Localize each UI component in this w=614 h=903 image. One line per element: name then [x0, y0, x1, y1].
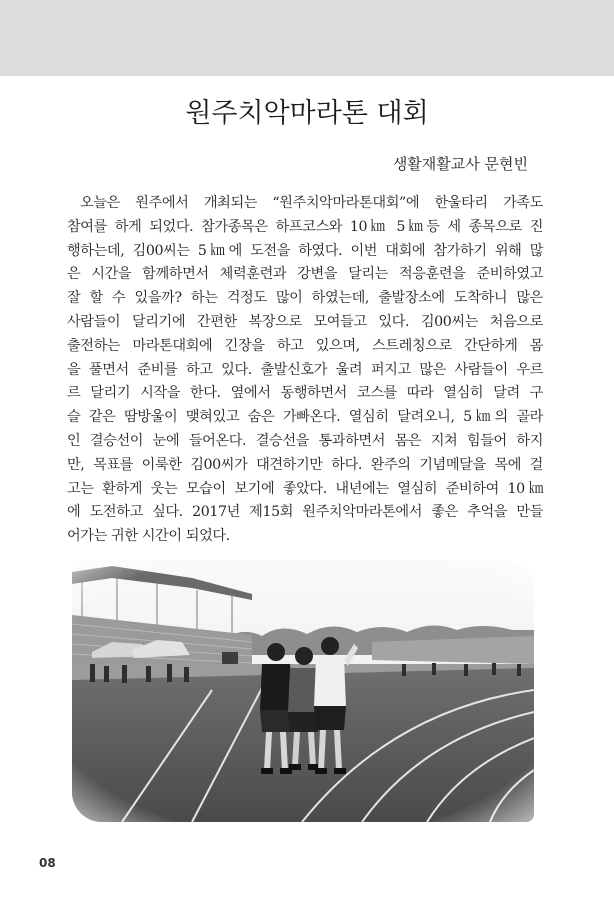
photo-vignette — [72, 560, 534, 822]
body-line: 인 결승선이 눈에 들어온다. 결승선을 통과하면서 몸은 지쳐 힘들어 하지 — [67, 432, 543, 449]
author-byline: 생활재활교사 문현빈 — [392, 155, 528, 173]
body-line: 사람들이 달리기에 간편한 복장으로 모여들고 있다. 김00씨는 처음으로 — [67, 313, 543, 330]
body-line: 은 시간을 함께하면서 체력훈련과 강변을 달리는 적응훈련을 준비하였고 — [67, 266, 543, 283]
body-line: 에 도전하고 싶다. 2017년 제15회 원주치악마라톤에서 좋은 추억을 만들 — [67, 504, 543, 521]
body-line: 출전하는 마라톤대회에 긴장을 하고 있으며, 스트레칭으로 간단하게 몸 — [67, 337, 543, 354]
article-title: 원주치악마라톤 대회 — [185, 98, 429, 129]
stadium-illustration — [72, 560, 534, 822]
body-line: 잘 할 수 있을까? 하는 걱정도 많이 하였는데, 출발장소에 도착하니 많은 — [67, 290, 543, 307]
body-line: 어가는 귀한 시간이 되었다. — [67, 528, 230, 545]
body-line: 오늘은 원주에서 개최되는 “원주치악마라톤대회”에 한울타리 가족도 — [80, 195, 543, 211]
body-line: 만, 목표를 이룩한 김00씨가 대견하기만 하다. 완주의 기념메달을 목에 걸 — [67, 456, 543, 473]
marathon-photo — [72, 560, 534, 822]
article-body — [67, 192, 543, 549]
body-line: 참여를 하게 되었다. 참가종목은 하프코스와 10㎞ 5㎞등 세 종목으로 진 — [67, 218, 543, 235]
body-line: 슬 같은 땀방울이 맺혀있고 숨은 가빠온다. 열심히 달려오니, 5㎞의 골라 — [67, 409, 543, 426]
body-line: 행하는데, 김00씨는 5㎞에 도전을 하였다. 이번 대회에 참가하기 위해 많 — [67, 242, 543, 259]
body-line: 르 달리기 시작을 한다. 옆에서 동행하면서 코스를 따라 열심히 달려 구 — [67, 385, 543, 402]
top-gray-band — [0, 0, 614, 76]
body-line: 을 풀면서 준비를 하고 있다. 출발신호가 울려 퍼지고 많은 사람들이 우르 — [67, 361, 543, 378]
page-number: 08 — [39, 856, 56, 870]
body-line: 고는 환하게 웃는 모습이 보기에 좋았다. 내년에는 열심히 준비하여 10㎞ — [67, 480, 543, 497]
